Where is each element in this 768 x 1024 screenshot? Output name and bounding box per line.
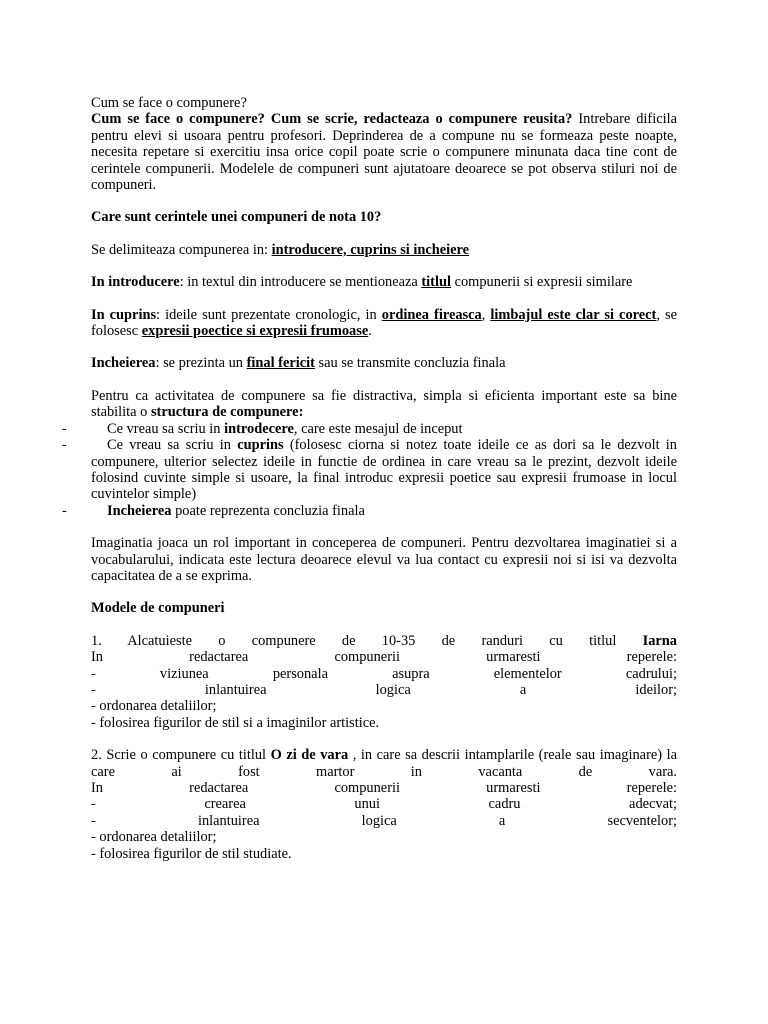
model-2-line: - folosirea figurilor de stil studiate. (91, 845, 292, 862)
bullet-item-introducere: - Ce vreau sa scriu in introdecere, care este mesajul de inceput (62, 420, 463, 437)
models-heading: Modele de compuneri (91, 600, 225, 617)
model-1-task: 1. Alcatuieste o compunere de 10-35 de randuri cu titlul Iarna (91, 632, 677, 649)
imagination-paragraph: Imaginatia joaca un rol important in conceperea de compuneri. Pentru dezvoltarea imaginatiei si a vocabularului, indicata este lectura deoarece elevul va lua contact cu expresii noi si isi va dezvolta capacitatea de a se exprima. (91, 535, 677, 584)
model-2-line: In redactarea compunerii urmaresti reperele: (91, 780, 677, 796)
model-2-line: - inlantuirea logica a secventelor; (91, 812, 677, 829)
model-1-line: - ordonarea detaliilor; (91, 698, 217, 715)
bullet-item-incheiere: - Incheierea poate reprezenta concluzia finala (62, 502, 365, 519)
intro-bold: Cum se face o compunere? Cum se scrie, redacteaza o compunere reusita? (91, 111, 573, 128)
document-page (62, 95, 678, 862)
model-2-task: 2. Scrie o compunere cu titlul O zi de vara , in care sa descrii intamplarile (reale sau imaginare) la care ai fost martor in vacanta de vara. (91, 747, 677, 780)
intro-text: Intrebare dificila pentru elevi si usoara pentru profesori. Deprinderea de a compune nu se formeaza peste noapte, necesita repetare si exercitiu insa orice copil poate scrie o compunere minunata daca tine cont de cerintele compunerii. Modelele de compuneri sunt ajutatoare deoarece se pot observa stiluri noi de compuneri. (91, 111, 677, 194)
requirements-heading: Care sunt cerintele unei compuneri de nota 10? (91, 209, 382, 226)
model-1-line: In redactarea compunerii urmaresti reperele: (91, 649, 677, 666)
model-1-line: - folosirea figurilor de stil si a imaginilor artistice. (91, 714, 380, 731)
intro-paragraph (91, 111, 677, 193)
delimitation-line: Se delimiteaza compunerea in: introducere, cuprins si incheiere (91, 241, 470, 258)
cuprins-paragraph: In cuprins: ideile sunt prezentate cronologic, in ordinea fireasca, limbajul este clar si corect, se folosesc expresii poectice si expresii frumoase. (91, 306, 677, 340)
structure-paragraph: Pentru ca activitatea de compunere sa fie distractiva, simpla si eficienta important este sa bine stabilita o structura de compunere: (91, 387, 677, 421)
introducere-paragraph: In introducere: in textul din introducere se mentioneaza titlul compunerii si expresii similare (91, 274, 633, 291)
model-2-line: - ordonarea detaliilor; (91, 829, 217, 846)
model-1-line: - viziunea personala asupra elementelor cadrului; (91, 665, 677, 682)
incheiere-paragraph: Incheierea: se prezinta un final fericit sau se transmite concluzia finala (91, 355, 506, 372)
model-1-line: - inlantuirea logica a ideilor; (91, 681, 677, 698)
bullet-item-cuprins: - Ce vreau sa scriu in cuprins (folosesc ciorna si notez toate ideile ce as dori sa le dezvolt in compunere, ulterior selectez ideile in functie de ordinea in care vreau sa le prezint, dezvolt ideile folosind cuvinte simple si usoare, la final introduc expresii poetice sau expresii frumoase in locul cuvintelor simple) (62, 437, 678, 503)
title-line: Cum se face o compunere? (91, 95, 247, 111)
model-2-line: - crearea unui cadru adecvat; (91, 796, 677, 813)
